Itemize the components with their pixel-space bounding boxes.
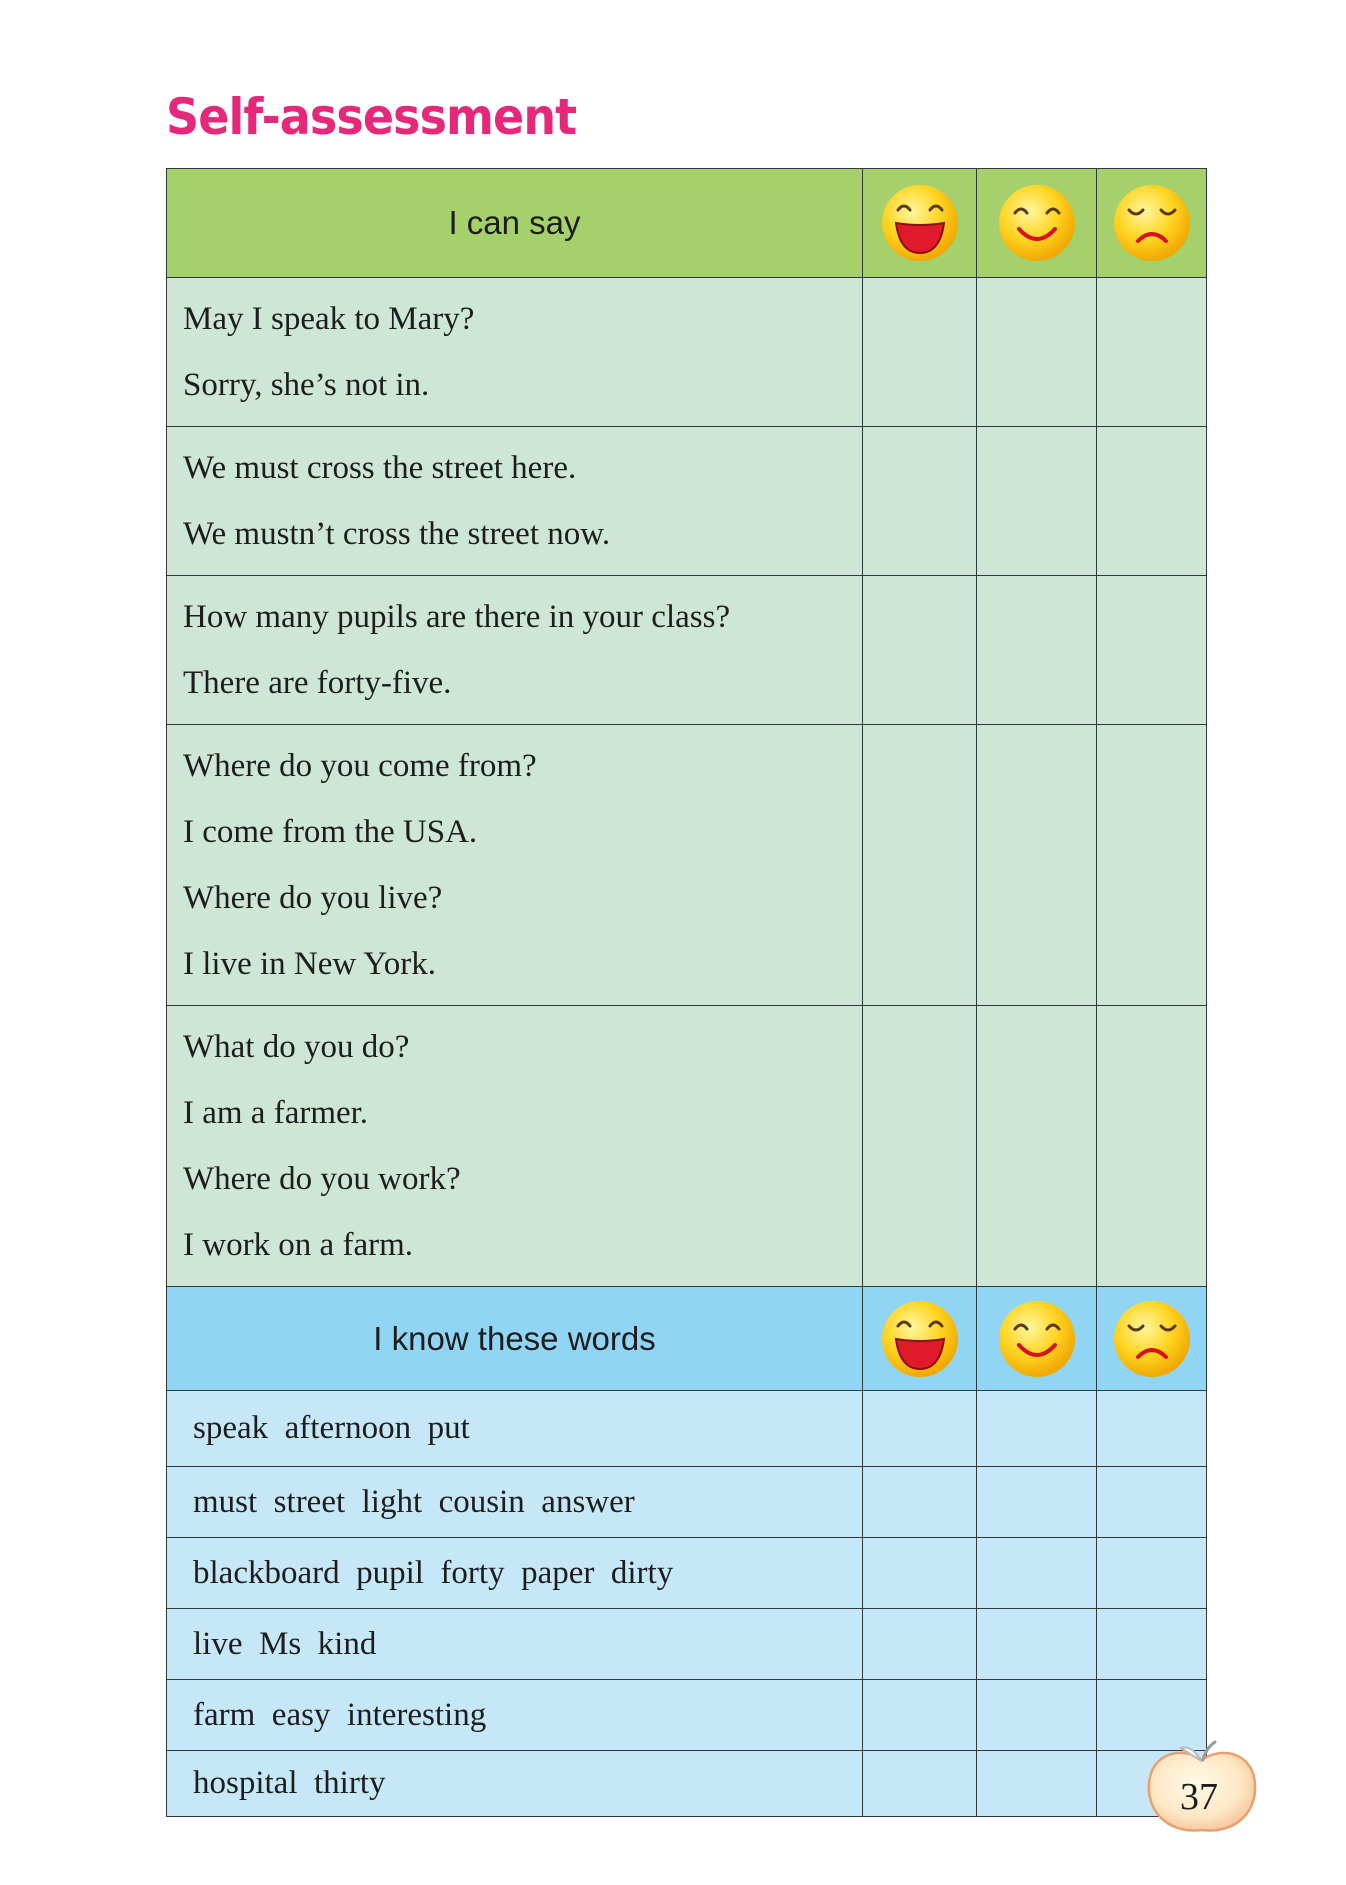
page-number: 37 <box>1180 1776 1218 1818</box>
smile-check-cell[interactable] <box>977 427 1097 576</box>
say-phrases <box>167 278 863 427</box>
phrase-line: May I speak to Mary? <box>183 301 475 337</box>
smile-check-cell[interactable] <box>977 1680 1097 1751</box>
sad-face-icon <box>1097 169 1207 278</box>
smile-check-cell[interactable] <box>977 1006 1097 1287</box>
phrase-line: Where do you come from? <box>183 748 537 784</box>
laugh-check-cell[interactable] <box>863 427 977 576</box>
word-row <box>167 1391 1207 1467</box>
phrase-line: There are forty-five. <box>183 665 452 701</box>
phrase-line: We must cross the street here. <box>183 450 577 486</box>
sad-face-icon <box>1097 1287 1207 1391</box>
laughing-face-icon <box>863 169 977 278</box>
word-list: hospital thirty <box>167 1751 863 1817</box>
say-phrases <box>167 576 863 725</box>
self-assessment-table <box>166 168 1207 1817</box>
say-row <box>167 278 1207 427</box>
smile-check-cell[interactable] <box>977 278 1097 427</box>
say-row <box>167 725 1207 1006</box>
say-row <box>167 576 1207 725</box>
word-row <box>167 1538 1207 1609</box>
smile-check-cell[interactable] <box>977 725 1097 1006</box>
page-title: Self-assessment <box>166 88 577 146</box>
word-list: live Ms kind <box>167 1609 863 1680</box>
smiling-face-icon <box>977 169 1097 278</box>
laugh-check-cell[interactable] <box>863 1006 977 1287</box>
phrase-line: I am a farmer. <box>183 1095 369 1131</box>
sad-check-cell[interactable] <box>1097 427 1207 576</box>
laugh-check-cell[interactable] <box>863 1391 977 1467</box>
smile-check-cell[interactable] <box>977 1609 1097 1680</box>
word-list: farm easy interesting <box>167 1680 863 1751</box>
phrase-line: How many pupils are there in your class? <box>183 599 731 635</box>
say-header-label: I can say <box>167 169 863 278</box>
sad-check-cell[interactable] <box>1097 725 1207 1006</box>
laugh-check-cell[interactable] <box>863 576 977 725</box>
smile-check-cell[interactable] <box>977 1391 1097 1467</box>
say-phrases <box>167 725 863 1006</box>
phrase-line: I live in New York. <box>183 946 436 982</box>
words-header-row <box>167 1287 1207 1391</box>
phrase-line: I come from the USA. <box>183 814 478 850</box>
word-list: must street light cousin answer <box>167 1467 863 1538</box>
say-header-row <box>167 169 1207 278</box>
words-header-label: I know these words <box>167 1287 863 1391</box>
word-row <box>167 1467 1207 1538</box>
phrase-line: We mustn’t cross the street now. <box>183 516 611 552</box>
sad-check-cell[interactable] <box>1097 576 1207 725</box>
phrase-line: I work on a farm. <box>183 1227 414 1263</box>
word-list: speak afternoon put <box>167 1391 863 1467</box>
word-list: blackboard pupil forty paper dirty <box>167 1538 863 1609</box>
word-row <box>167 1680 1207 1751</box>
say-phrases <box>167 427 863 576</box>
laugh-check-cell[interactable] <box>863 725 977 1006</box>
smile-check-cell[interactable] <box>977 1751 1097 1817</box>
laugh-check-cell[interactable] <box>863 1609 977 1680</box>
laugh-check-cell[interactable] <box>863 278 977 427</box>
sad-check-cell[interactable] <box>1097 1609 1207 1680</box>
phrase-line: Sorry, she’s not in. <box>183 367 430 403</box>
sad-check-cell[interactable] <box>1097 1467 1207 1538</box>
laughing-face-icon <box>863 1287 977 1391</box>
laugh-check-cell[interactable] <box>863 1751 977 1817</box>
say-row <box>167 427 1207 576</box>
sad-check-cell[interactable] <box>1097 1006 1207 1287</box>
laugh-check-cell[interactable] <box>863 1538 977 1609</box>
smile-check-cell[interactable] <box>977 1467 1097 1538</box>
smile-check-cell[interactable] <box>977 576 1097 725</box>
word-row <box>167 1751 1207 1817</box>
laugh-check-cell[interactable] <box>863 1467 977 1538</box>
smiling-face-icon <box>977 1287 1097 1391</box>
phrase-line: Where do you live? <box>183 880 443 916</box>
smile-check-cell[interactable] <box>977 1538 1097 1609</box>
laugh-check-cell[interactable] <box>863 1680 977 1751</box>
say-row <box>167 1006 1207 1287</box>
phrase-line: What do you do? <box>183 1029 410 1065</box>
sad-check-cell[interactable] <box>1097 1538 1207 1609</box>
sad-check-cell[interactable] <box>1097 1391 1207 1467</box>
phrase-line: Where do you work? <box>183 1161 461 1197</box>
say-phrases <box>167 1006 863 1287</box>
word-row <box>167 1609 1207 1680</box>
sad-check-cell[interactable] <box>1097 278 1207 427</box>
